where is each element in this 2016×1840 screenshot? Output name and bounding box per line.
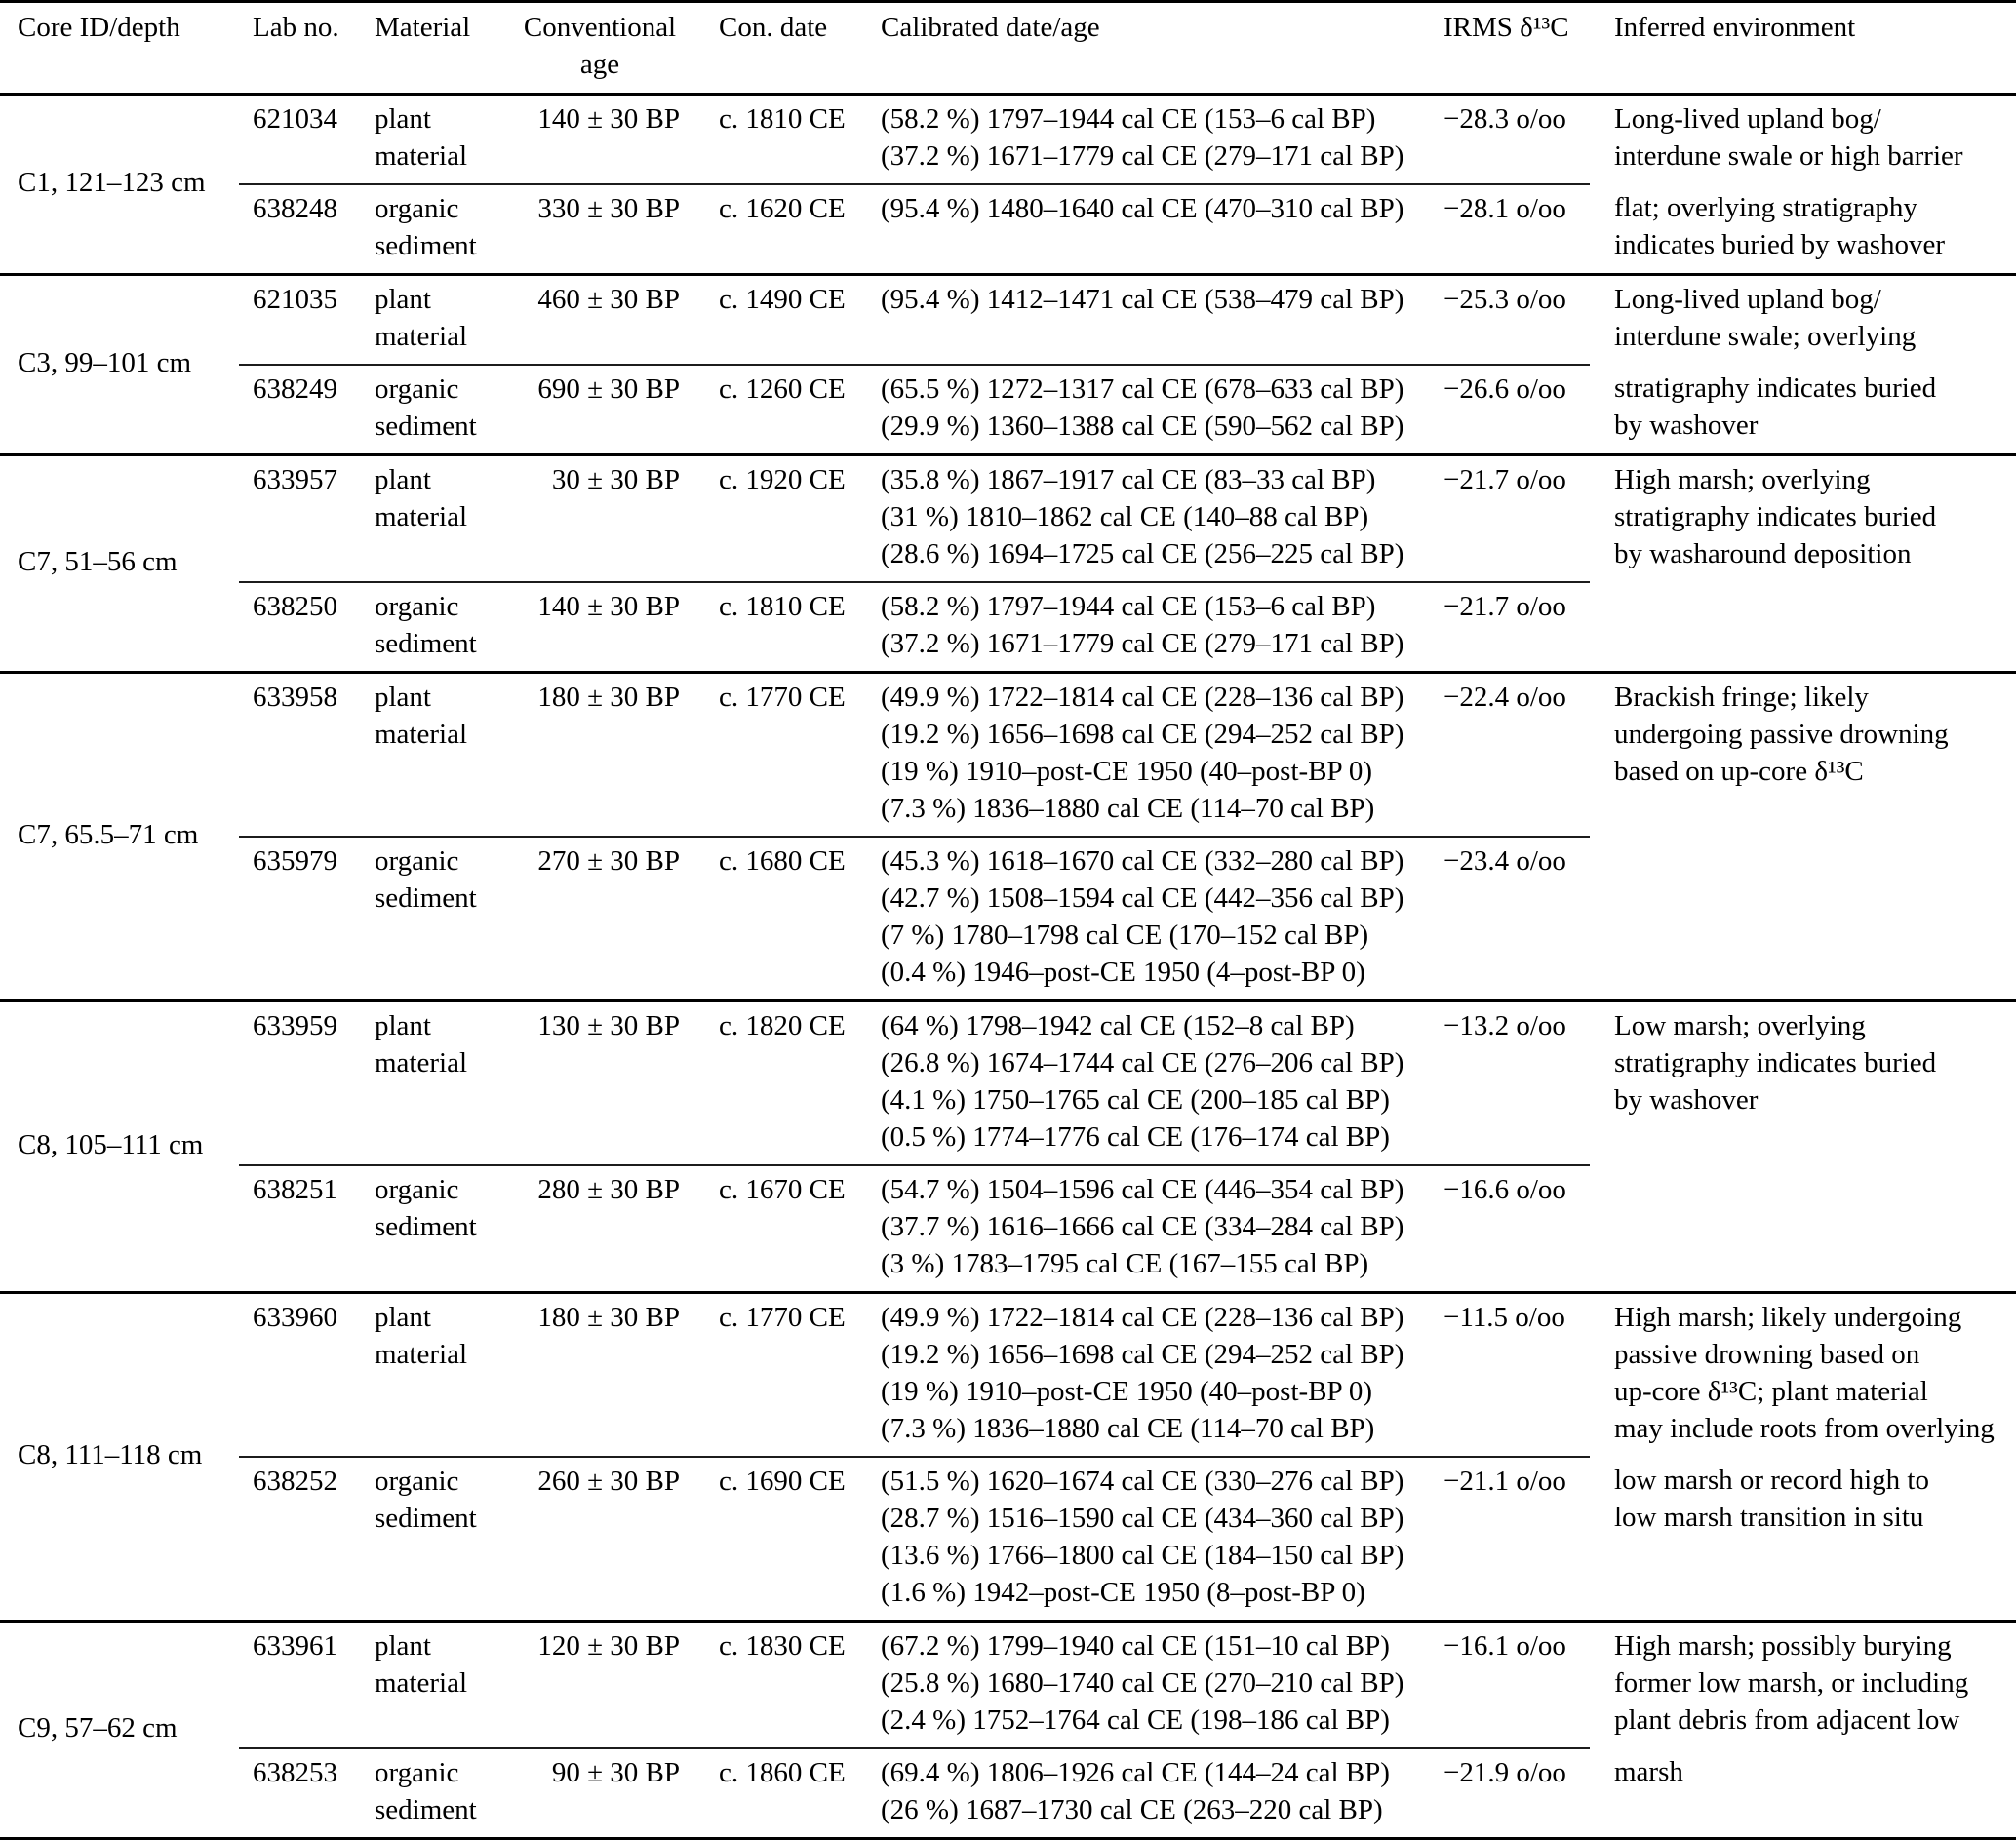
con-date-cell: c. 1810 CE xyxy=(692,95,858,185)
environment-line: by washaround deposition xyxy=(1614,538,1912,569)
environment-cell xyxy=(1590,582,2016,673)
con-date-cell: c. 1860 CE xyxy=(719,1757,846,1788)
environment-line: passive drowning based on xyxy=(1614,1339,1920,1370)
material-cell: organic sediment xyxy=(375,1757,477,1825)
environment-cell xyxy=(1590,455,2016,583)
table-header xyxy=(0,2,2016,95)
material-cell: organic sediment xyxy=(361,365,507,455)
material-cell: organic sediment xyxy=(361,582,507,673)
irms-cell: −23.4 o/oo xyxy=(1424,837,1590,1001)
conventional-age-cell: 180 ± 30 BP xyxy=(507,1293,692,1458)
material-cell: plant material xyxy=(361,95,507,185)
environment-line: low marsh or record high to xyxy=(1614,1465,1929,1496)
lab-no-cell: 638252 xyxy=(239,1457,361,1622)
lab-no-cell: 638249 xyxy=(239,365,361,455)
environment-cell xyxy=(1590,184,2016,275)
environment-line: High marsh; overlying xyxy=(1614,464,1871,495)
irms-cell: −16.1 o/oo xyxy=(1424,1622,1590,1749)
environment-cell xyxy=(1590,1622,2016,1749)
con-date-cell: c. 1690 CE xyxy=(692,1457,858,1622)
core-id-cell: C8, 111–118 cm xyxy=(0,1293,239,1622)
col-header-core-id: Core ID/depth xyxy=(0,2,239,95)
calibrated-cell xyxy=(858,1622,1424,1749)
environment-line: High marsh; possibly burying xyxy=(1614,1630,1952,1662)
conventional-age-cell: 280 ± 30 BP xyxy=(507,1165,692,1293)
irms-cell: −21.7 o/oo xyxy=(1424,455,1590,583)
conventional-age-cell: 260 ± 30 BP xyxy=(507,1457,692,1622)
calibrated-line: (4.1 %) 1750–1765 cal CE (200–185 cal BP) xyxy=(881,1084,1390,1116)
irms-cell: −21.9 o/oo xyxy=(1443,1757,1566,1788)
environment-line: stratigraphy indicates buried xyxy=(1614,1047,1937,1078)
table-row xyxy=(0,837,2016,1001)
lab-no-cell: 621034 xyxy=(239,95,361,185)
calibrated-line: (69.4 %) 1806–1926 cal CE (144–24 cal BP) xyxy=(881,1757,1390,1788)
environment-line: High marsh; likely undergoing xyxy=(1614,1302,1962,1333)
material-cell: organic sediment xyxy=(361,1165,507,1293)
table-row xyxy=(0,455,2016,583)
conventional-age-cell: 140 ± 30 BP xyxy=(507,582,692,673)
environment-line: up-core δ¹³C; plant material xyxy=(1614,1376,1928,1407)
material-cell: plant material xyxy=(361,1001,507,1166)
conventional-age-cell: 690 ± 30 BP xyxy=(507,365,692,455)
environment-line: indicates buried by washover xyxy=(1614,229,1946,260)
lab-no-cell: 638250 xyxy=(239,582,361,673)
environment-line: interdune swale; overlying xyxy=(1614,321,1917,352)
calibrated-cell xyxy=(858,673,1424,838)
calibrated-line: (49.9 %) 1722–1814 cal CE (228–136 cal BP) xyxy=(881,682,1404,713)
con-date-cell: c. 1260 CE xyxy=(692,365,858,455)
lab-no-cell: 633959 xyxy=(239,1001,361,1166)
environment-cell xyxy=(1590,1293,2016,1458)
environment-line: stratigraphy indicates buried xyxy=(1614,372,1937,404)
calibrated-line: (19 %) 1910–post-CE 1950 (40–post-BP 0) xyxy=(881,756,1372,787)
calibrated-line: (51.5 %) 1620–1674 cal CE (330–276 cal BP) xyxy=(881,1466,1404,1497)
environment-line: based on up-core δ¹³C xyxy=(1614,756,1864,787)
irms-cell: −16.6 o/oo xyxy=(1424,1165,1590,1293)
lab-no-cell: 633958 xyxy=(239,673,361,838)
table-row xyxy=(0,582,2016,673)
conventional-age-cell: 140 ± 30 BP xyxy=(507,95,692,185)
core-id-cell: C1, 121–123 cm xyxy=(0,95,239,275)
calibrated-line: (37.7 %) 1616–1666 cal CE (334–284 cal BP) xyxy=(881,1211,1404,1242)
material-cell: organic sediment xyxy=(361,837,507,1001)
calibrated-line: (95.4 %) 1412–1471 cal CE (538–479 cal BP) xyxy=(881,284,1404,315)
col-header-con-date: Con. date xyxy=(692,2,858,95)
environment-line: marsh xyxy=(1614,1756,1683,1787)
calibrated-line: (2.4 %) 1752–1764 cal CE (198–186 cal BP) xyxy=(881,1704,1390,1736)
calibrated-line: (26.8 %) 1674–1744 cal CE (276–206 cal BP) xyxy=(881,1047,1404,1078)
calibrated-line: (37.2 %) 1671–1779 cal CE (279–171 cal BP) xyxy=(881,140,1404,172)
calibrated-line: (7 %) 1780–1798 cal CE (170–152 cal BP) xyxy=(881,920,1369,951)
irms-cell: −22.4 o/oo xyxy=(1424,673,1590,838)
calibrated-line: (95.4 %) 1480–1640 cal CE (470–310 cal BP) xyxy=(881,193,1404,224)
calibrated-line: (42.7 %) 1508–1594 cal CE (442–356 cal BP) xyxy=(881,882,1404,914)
environment-line: Long-lived upland bog/ xyxy=(1614,284,1881,315)
environment-line: Long-lived upland bog/ xyxy=(1614,103,1881,135)
table-row xyxy=(0,95,2016,185)
calibrated-line: (54.7 %) 1504–1596 cal CE (446–354 cal BP) xyxy=(881,1174,1404,1205)
environment-cell xyxy=(1590,1165,2016,1293)
material-cell: plant material xyxy=(361,1293,507,1458)
lab-no-cell: 633960 xyxy=(239,1293,361,1458)
conventional-age-cell: 30 ± 30 BP xyxy=(507,455,692,583)
core-id-cell: C9, 57–62 cm xyxy=(18,1712,178,1743)
environment-line: undergoing passive drowning xyxy=(1614,719,1949,750)
environment-cell xyxy=(1590,673,2016,838)
conventional-age-cell: 270 ± 30 BP xyxy=(507,837,692,1001)
calibrated-line: (0.4 %) 1946–post-CE 1950 (4–post-BP 0) xyxy=(881,957,1365,988)
calibrated-line: (1.6 %) 1942–post-CE 1950 (8–post-BP 0) xyxy=(881,1577,1365,1608)
environment-cell xyxy=(1590,365,2016,455)
lab-no-cell: 621035 xyxy=(239,275,361,366)
environment-line: stratigraphy indicates buried xyxy=(1614,501,1937,532)
environment-cell xyxy=(1590,95,2016,185)
table-row xyxy=(0,1622,2016,1749)
core-id-cell: C7, 51–56 cm xyxy=(0,455,239,673)
col-header-calibrated-date: Calibrated date/age xyxy=(858,2,1424,95)
col-header-material: Material xyxy=(361,2,507,95)
calibrated-line: (45.3 %) 1618–1670 cal CE (332–280 cal BP) xyxy=(881,845,1404,877)
calibrated-line: (19 %) 1910–post-CE 1950 (40–post-BP 0) xyxy=(881,1376,1372,1407)
con-date-cell: c. 1820 CE xyxy=(692,1001,858,1166)
con-date-cell: c. 1680 CE xyxy=(692,837,858,1001)
conventional-age-cell: 180 ± 30 BP xyxy=(507,673,692,838)
con-date-cell: c. 1490 CE xyxy=(692,275,858,366)
lab-no-cell: 635979 xyxy=(239,837,361,1001)
calibrated-cell xyxy=(858,95,1424,185)
col-header-lab-no: Lab no. xyxy=(239,2,361,95)
environment-cell xyxy=(1590,1457,2016,1622)
material-cell: organic sediment xyxy=(361,1457,507,1622)
con-date-cell: c. 1770 CE xyxy=(692,1293,858,1458)
calibrated-cell xyxy=(858,1457,1424,1622)
irms-cell: −11.5 o/oo xyxy=(1424,1293,1590,1458)
irms-cell: −21.7 o/oo xyxy=(1424,582,1590,673)
environment-line: low marsh transition in situ xyxy=(1614,1502,1924,1533)
calibrated-line: (65.5 %) 1272–1317 cal CE (678–633 cal BP) xyxy=(881,373,1404,405)
irms-cell: −21.1 o/oo xyxy=(1424,1457,1590,1622)
col-header-irms-d13c: IRMS δ¹³C xyxy=(1424,2,1590,95)
environment-cell xyxy=(1590,1001,2016,1166)
calibrated-line: (37.2 %) 1671–1779 cal CE (279–171 cal BP) xyxy=(881,628,1404,659)
calibrated-cell xyxy=(858,837,1424,1001)
con-date-cell: c. 1830 CE xyxy=(692,1622,858,1749)
environment-line: Low marsh; overlying xyxy=(1614,1010,1866,1041)
environment-line: by washover xyxy=(1614,1084,1759,1116)
calibrated-line: (67.2 %) 1799–1940 cal CE (151–10 cal BP) xyxy=(881,1630,1390,1662)
calibrated-cell xyxy=(858,582,1424,673)
calibrated-cell xyxy=(858,455,1424,583)
table-body xyxy=(0,95,2016,1839)
lab-no-cell: 638253 xyxy=(253,1757,337,1788)
environment-line: by washover xyxy=(1614,410,1759,441)
con-date-cell: c. 1920 CE xyxy=(692,455,858,583)
material-cell: plant material xyxy=(361,1622,507,1749)
calibrated-line: (13.6 %) 1766–1800 cal CE (184–150 cal BP) xyxy=(881,1540,1404,1571)
table-row xyxy=(0,1748,2016,1839)
irms-cell: −26.6 o/oo xyxy=(1424,365,1590,455)
conventional-age-cell: 130 ± 30 BP xyxy=(507,1001,692,1166)
conventional-age-cell: 90 ± 30 BP xyxy=(551,1757,680,1788)
calibrated-line: (49.9 %) 1722–1814 cal CE (228–136 cal BP) xyxy=(881,1302,1404,1333)
calibrated-line: (19.2 %) 1656–1698 cal CE (294–252 cal BP) xyxy=(881,719,1404,750)
environment-line: Brackish fringe; likely xyxy=(1614,682,1869,713)
calibrated-cell xyxy=(858,1165,1424,1293)
calibrated-line: (31 %) 1810–1862 cal CE (140–88 cal BP) xyxy=(881,501,1369,532)
table-row xyxy=(0,1165,2016,1293)
core-id-cell: C7, 65.5–71 cm xyxy=(0,673,239,1001)
conventional-age-cell: 330 ± 30 BP xyxy=(507,184,692,275)
environment-cell xyxy=(1590,1748,2016,1839)
environment-line: may include roots from overlying xyxy=(1614,1413,1995,1444)
calibrated-cell xyxy=(858,365,1424,455)
con-date-cell: c. 1770 CE xyxy=(692,673,858,838)
core-id-cell: C8, 105–111 cm xyxy=(0,1001,239,1293)
lab-no-cell: 633961 xyxy=(239,1622,361,1749)
calibrated-line: (3 %) 1783–1795 cal CE (167–155 cal BP) xyxy=(881,1248,1369,1279)
col-header-inferred-environment: Inferred environment xyxy=(1590,2,2016,95)
calibrated-line: (19.2 %) 1656–1698 cal CE (294–252 cal BP) xyxy=(881,1339,1404,1370)
calibrated-line: (29.9 %) 1360–1388 cal CE (590–562 cal BP) xyxy=(881,411,1404,442)
material-cell: organic sediment xyxy=(361,184,507,275)
material-cell: plant material xyxy=(361,275,507,366)
calibrated-line: (35.8 %) 1867–1917 cal CE (83–33 cal BP) xyxy=(881,464,1376,495)
irms-cell: −25.3 o/oo xyxy=(1424,275,1590,366)
con-date-cell: c. 1810 CE xyxy=(692,582,858,673)
lab-no-cell: 638251 xyxy=(239,1165,361,1293)
calibrated-line: (7.3 %) 1836–1880 cal CE (114–70 cal BP) xyxy=(881,793,1375,824)
calibrated-cell xyxy=(858,275,1424,366)
calibrated-line: (58.2 %) 1797–1944 cal CE (153–6 cal BP) xyxy=(881,103,1376,135)
environment-line: plant debris from adjacent low xyxy=(1614,1704,1960,1736)
environment-line: flat; overlying stratigraphy xyxy=(1614,192,1917,223)
material-cell: plant material xyxy=(361,455,507,583)
table-row xyxy=(0,1293,2016,1458)
calibrated-cell xyxy=(858,184,1424,275)
irms-cell: −13.2 o/oo xyxy=(1424,1001,1590,1166)
calibrated-line: (7.3 %) 1836–1880 cal CE (114–70 cal BP) xyxy=(881,1413,1375,1444)
environment-line: former low marsh, or including xyxy=(1614,1667,1969,1699)
table-row xyxy=(0,365,2016,455)
core-id-cell: C3, 99–101 cm xyxy=(0,275,239,455)
lab-no-cell: 633957 xyxy=(239,455,361,583)
conventional-age-cell: 460 ± 30 BP xyxy=(507,275,692,366)
calibrated-cell xyxy=(858,1001,1424,1166)
table-row xyxy=(0,673,2016,838)
environment-cell xyxy=(1590,275,2016,366)
calibrated-cell xyxy=(858,1293,1424,1458)
irms-cell: −28.1 o/oo xyxy=(1424,184,1590,275)
conventional-age-cell: 120 ± 30 BP xyxy=(507,1622,692,1749)
col-header-conventional-age: Conventional age xyxy=(507,2,692,95)
calibrated-line: (58.2 %) 1797–1944 cal CE (153–6 cal BP) xyxy=(881,591,1376,622)
irms-cell: −28.3 o/oo xyxy=(1424,95,1590,185)
table-row xyxy=(0,1457,2016,1622)
calibrated-line: (0.5 %) 1774–1776 cal CE (176–174 cal BP) xyxy=(881,1121,1390,1153)
header-row xyxy=(0,2,2016,95)
environment-cell xyxy=(1590,837,2016,1001)
calibrated-line: (26 %) 1687–1730 cal CE (263–220 cal BP) xyxy=(881,1794,1383,1825)
material-cell: plant material xyxy=(361,673,507,838)
table-row xyxy=(0,184,2016,275)
environment-line: interdune swale or high barrier xyxy=(1614,140,1963,172)
table-row xyxy=(0,1001,2016,1166)
calibrated-line: (64 %) 1798–1942 cal CE (152–8 cal BP) xyxy=(881,1010,1355,1041)
con-date-cell: c. 1620 CE xyxy=(692,184,858,275)
calibrated-line: (28.6 %) 1694–1725 cal CE (256–225 cal BP) xyxy=(881,538,1404,569)
calibrated-cell xyxy=(858,1748,1424,1839)
calibrated-line: (25.8 %) 1680–1740 cal CE (270–210 cal BP) xyxy=(881,1667,1404,1699)
con-date-cell: c. 1670 CE xyxy=(692,1165,858,1293)
lab-no-cell: 638248 xyxy=(239,184,361,275)
table-row xyxy=(0,275,2016,366)
calibrated-line: (28.7 %) 1516–1590 cal CE (434–360 cal BP) xyxy=(881,1503,1404,1534)
